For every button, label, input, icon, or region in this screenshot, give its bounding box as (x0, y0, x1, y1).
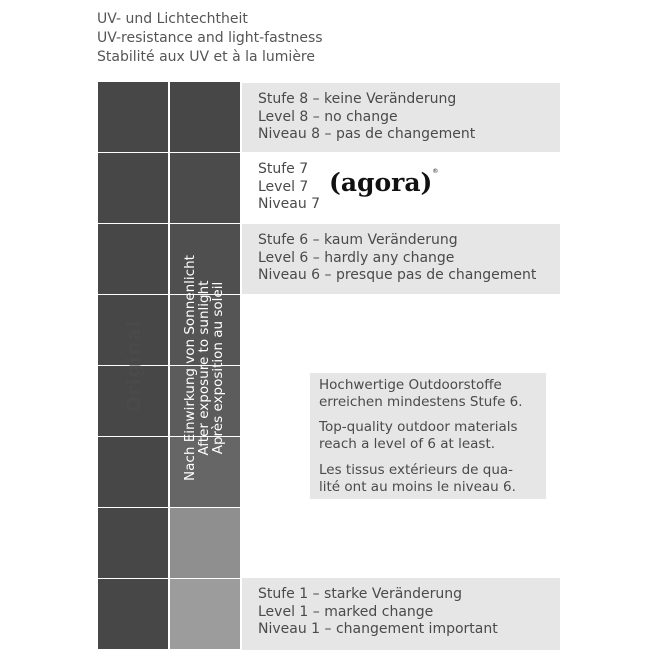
exposed-swatch-2 (170, 508, 240, 578)
level-7-fr: Niveau 7 (258, 196, 321, 212)
original-swatch-8 (98, 82, 168, 152)
level-6-en: Level 6 – hardly any change (258, 249, 455, 266)
level-8-de: Stufe 8 – keine Veränderung (258, 91, 457, 107)
title-en: UV-resistance and light-fastness (97, 30, 323, 46)
original-swatch-6 (98, 224, 168, 294)
level-8-fr: Niveau 8 – pas de changement (258, 126, 476, 142)
level-8-en: Level 8 – no change (258, 108, 398, 125)
exposure-label-de: Nach Einwirkung von Sonnenlicht (182, 255, 198, 481)
registered-mark: ® (432, 168, 439, 175)
exposure-label-en: After exposure to sunlight (196, 280, 212, 456)
original-swatch-3 (98, 437, 168, 507)
level-6-de: Stufe 6 – kaum Veränderung (258, 232, 458, 248)
original-swatch-2 (98, 508, 168, 578)
exposed-swatch-8 (170, 82, 240, 152)
level-1-de: Stufe 1 – starke Veränderung (258, 586, 463, 602)
exposed-swatch-7 (170, 153, 240, 223)
note-de-line-2: erreichen mindestens Stufe 6. (319, 394, 523, 410)
level-7-text (258, 161, 320, 214)
note-en-line-2: reach a level of 6 at least. (319, 436, 496, 452)
agora-logo-text: (agora) (329, 168, 433, 197)
exposure-label-fr: Après exposition au soleil (210, 281, 226, 455)
level-6-fr: Niveau 6 – presque pas de changement (258, 267, 537, 283)
quality-note (310, 373, 546, 499)
note-de-line-1: Hochwertige Outdoorstoffe (319, 377, 502, 393)
title-block (97, 10, 323, 67)
level-6-box (242, 224, 560, 294)
original-swatch-1 (98, 579, 168, 649)
exposure-label (183, 255, 225, 481)
level-1-en: Level 1 – marked change (258, 603, 434, 620)
original-swatch-7 (98, 153, 168, 223)
title-fr: Stabilité aux UV et à la lumière (97, 49, 315, 65)
level-1-box (242, 578, 560, 650)
exposed-swatch-1 (170, 579, 240, 649)
note-fr-line-1: Les tissus extérieurs de qua- (319, 462, 514, 478)
title-de: UV- und Lichtechtheit (97, 11, 248, 27)
level-1-fr: Niveau 1 – changement important (258, 621, 498, 637)
level-8-box (242, 83, 560, 152)
agora-logo (329, 168, 438, 197)
note-fr-line-2: lité ont au moins le niveau 6. (319, 479, 516, 495)
level-7-en: Level 7 (258, 178, 309, 195)
level-7-de: Stufe 7 (258, 161, 309, 177)
note-en-line-1: Top-quality outdoor materials (319, 419, 518, 435)
original-label: Original (123, 319, 145, 413)
